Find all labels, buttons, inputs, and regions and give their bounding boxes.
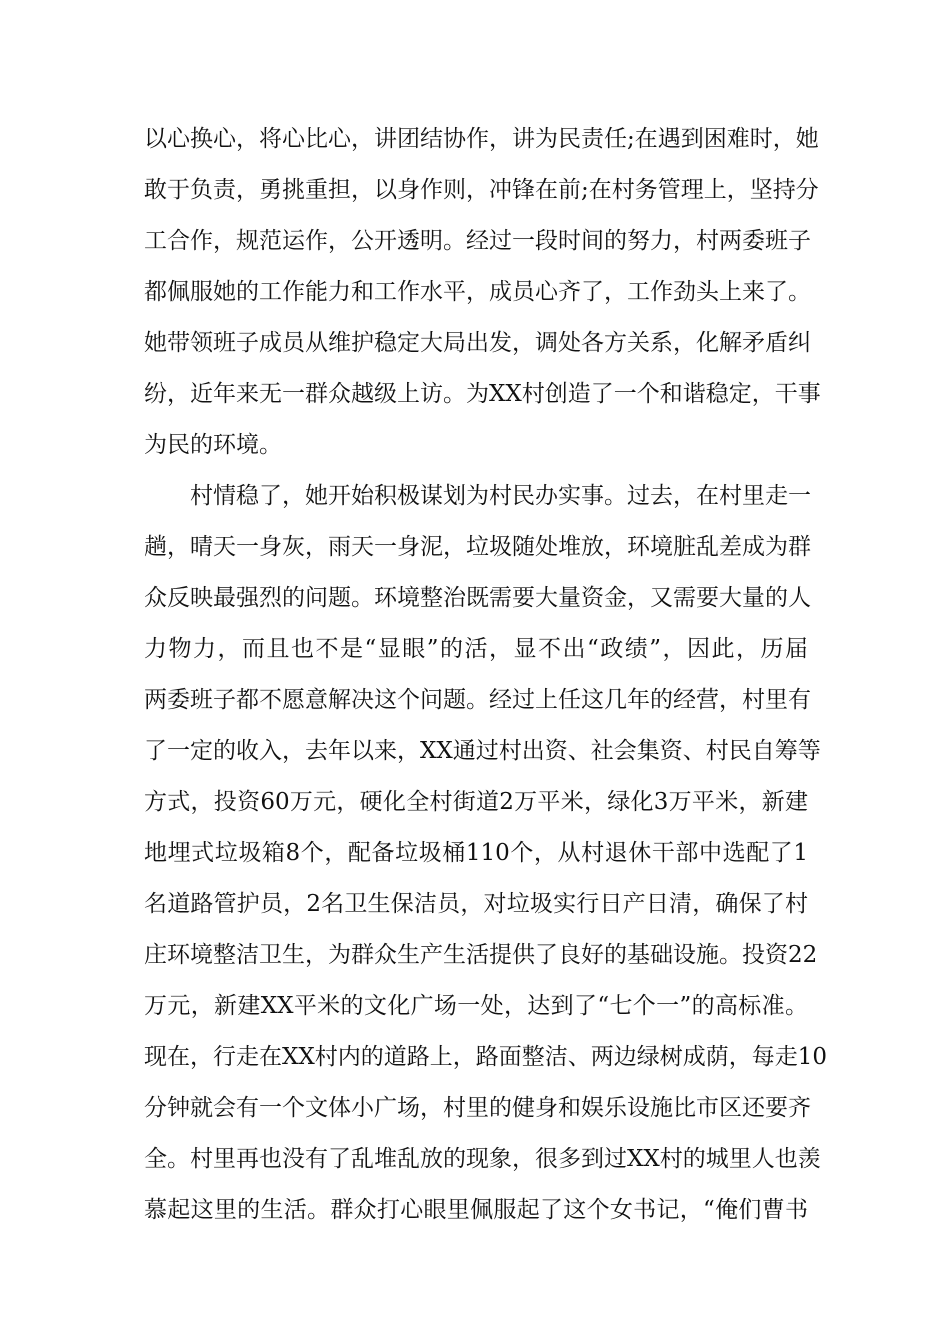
paragraph-line: 慕起这里的生活。群众打心眼里佩服起了这个女书记，“俺们曹书 bbox=[144, 1197, 808, 1223]
paragraph-line: 方式，投资60万元，硬化全村街道2万平米，绿化3万平米，新建 bbox=[144, 789, 808, 815]
paragraph-2 bbox=[144, 471, 828, 1236]
paragraph-line: 众反映最强烈的问题。环境整治既需要大量资金，又需要大量的人 bbox=[144, 585, 811, 611]
paragraph-line: 现在，行走在XX村内的道路上，路面整洁、两边绿树成荫，每走10 bbox=[144, 1044, 828, 1070]
paragraph-line: 为民的环境。 bbox=[144, 432, 282, 458]
paragraph-line: 名道路管护员，2名卫生保洁员，对垃圾实行日产日清，确保了村 bbox=[144, 891, 808, 917]
paragraph-line: 万元，新建XX平米的文化广场一处，达到了“七个一”的高标准。 bbox=[144, 993, 808, 1019]
paragraph-line: 趟，晴天一身灰，雨天一身泥，垃圾随处堆放，环境脏乱差成为群 bbox=[144, 534, 811, 560]
paragraph-line: 全。村里再也没有了乱堆乱放的现象，很多到过XX村的城里人也羡 bbox=[144, 1146, 821, 1172]
paragraph-line: 村情稳了，她开始积极谋划为村民办实事。过去，在村里走一 bbox=[190, 483, 811, 509]
paragraph-1 bbox=[144, 114, 821, 471]
paragraph-line: 力物力，而且也不是“显眼”的活，显不出“政绩”，因此，历届 bbox=[144, 636, 808, 662]
paragraph-line: 她带领班子成员从维护稳定大局出发，调处各方关系，化解矛盾纠 bbox=[144, 330, 811, 356]
paragraph-line: 分钟就会有一个文体小广场，村里的健身和娱乐设施比市区还要齐 bbox=[144, 1095, 811, 1121]
paragraph-line: 都佩服她的工作能力和工作水平，成员心齐了，工作劲头上来了。 bbox=[144, 279, 811, 305]
paragraph-line: 了一定的收入，去年以来，XX通过村出资、社会集资、村民自筹等 bbox=[144, 738, 821, 764]
paragraph-line: 两委班子都不愿意解决这个问题。经过上任这几年的经营，村里有 bbox=[144, 687, 811, 713]
paragraph-line: 地埋式垃圾箱8个，配备垃圾桶110个，从村退休干部中选配了1 bbox=[144, 840, 808, 866]
paragraph-line: 敢于负责，勇挑重担，以身作则，冲锋在前;在村务管理上，坚持分 bbox=[144, 177, 819, 203]
paragraph-line: 纷，近年来无一群众越级上访。为XX村创造了一个和谐稳定，干事 bbox=[144, 381, 821, 407]
paragraph-line: 庄环境整洁卫生，为群众生产生活提供了良好的基础设施。投资22 bbox=[144, 942, 818, 968]
paragraph-line: 工合作，规范运作，公开透明。经过一段时间的努力，村两委班子 bbox=[144, 228, 811, 254]
paragraph-line: 以心换心，将心比心，讲团结协作，讲为民责任;在遇到困难时，她 bbox=[144, 126, 819, 152]
